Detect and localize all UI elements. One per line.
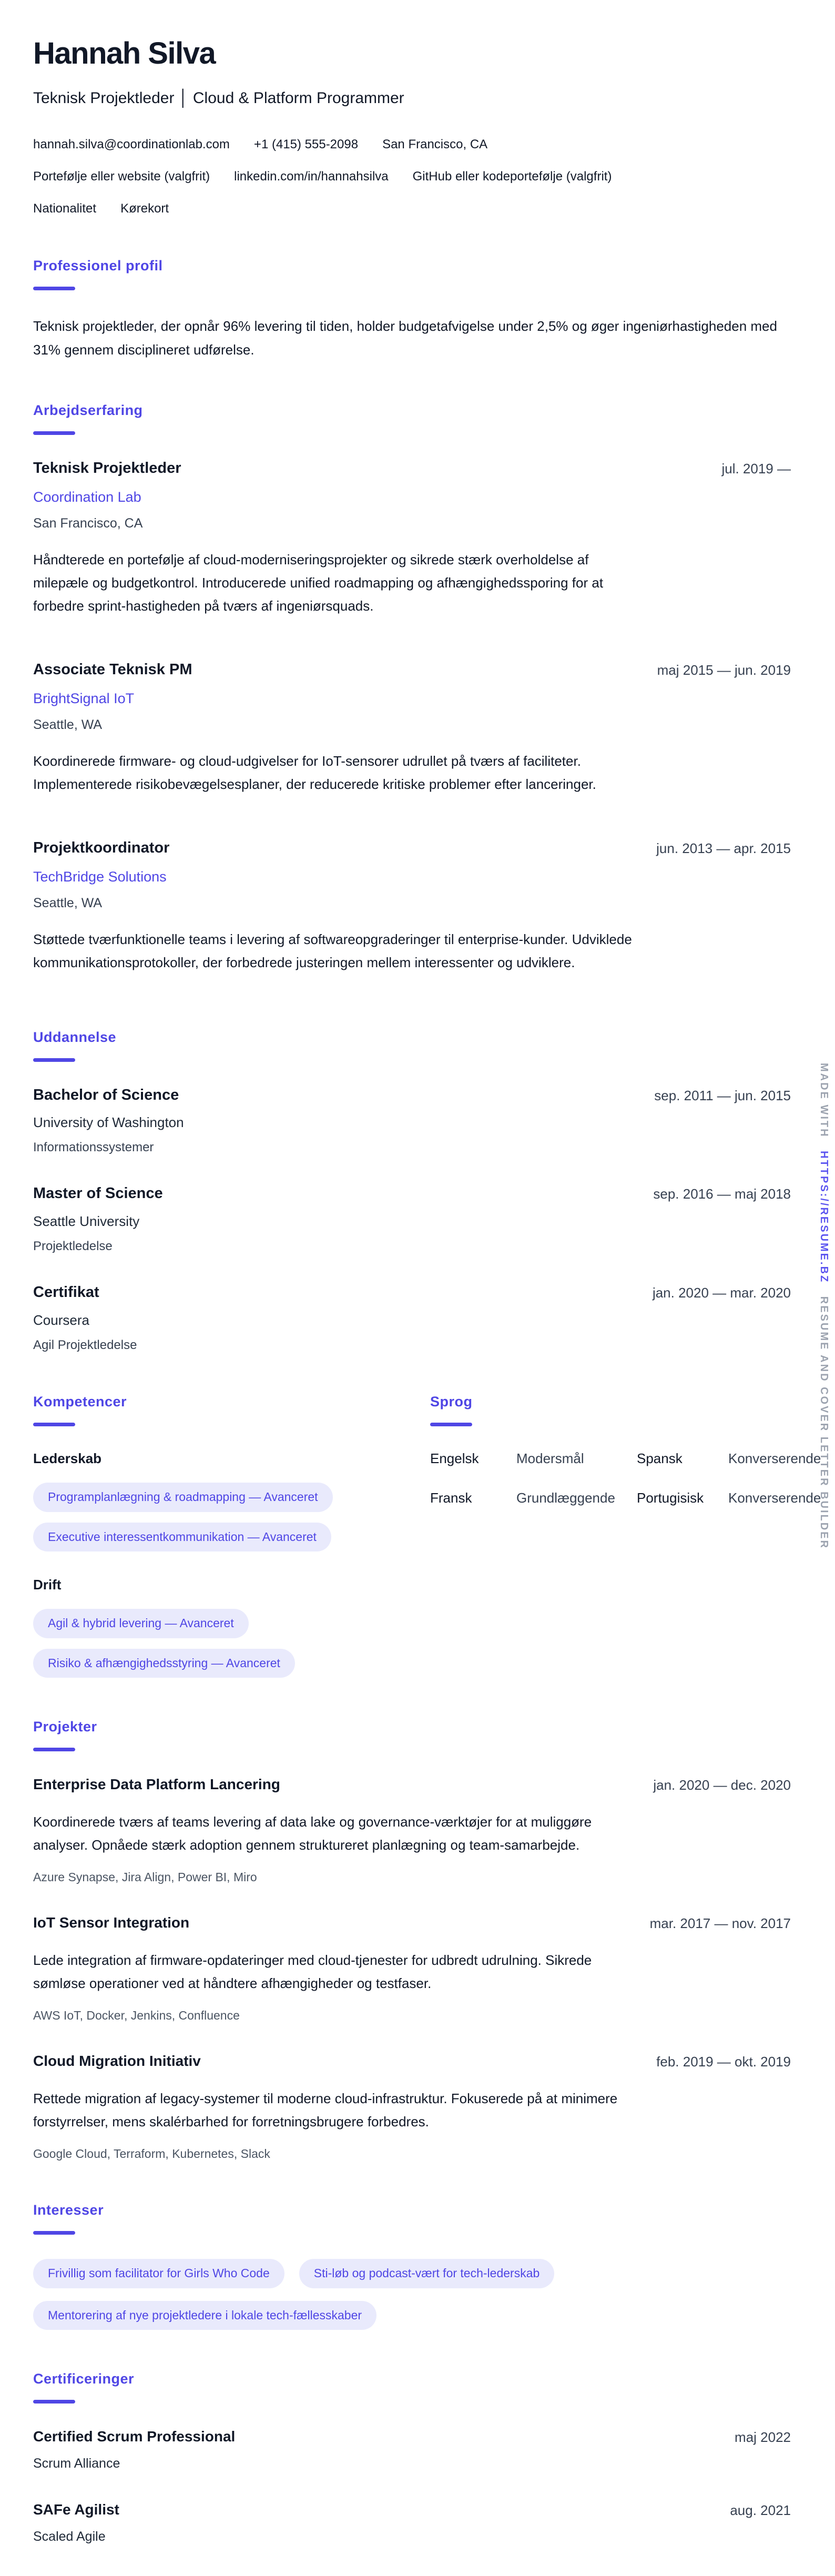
section-underline	[33, 431, 75, 435]
certification-issuer: Scrum Alliance	[33, 2456, 120, 2471]
section-experience	[33, 402, 791, 988]
contact-location: San Francisco, CA	[382, 137, 488, 151]
section-underline	[33, 287, 75, 290]
degree-title: Bachelor of Science	[33, 1086, 179, 1103]
section-skills	[33, 1394, 430, 1678]
school-name: University of Washington	[33, 1114, 184, 1131]
watermark-link[interactable]: HTTPS://RESUME.BZ	[818, 1151, 830, 1284]
language-grid	[430, 1451, 821, 1506]
job-entry	[33, 661, 791, 809]
project-description: Lede integration af firmware-opdateringer med cloud-tjenester for udbredt udrulning. Sikrede sømløse operationer ved at håndtere afhængigheder og testfaser.	[33, 1952, 592, 1992]
job-dates: jul. 2019 —	[721, 460, 791, 476]
certification-entry	[33, 2501, 791, 2544]
section-underline	[33, 2231, 75, 2235]
field-of-study: Informationssystemer	[33, 1140, 154, 1155]
watermark-tagline: RESUME AND COVER LETTER BUILDER	[818, 1296, 830, 1549]
skills-languages-row	[33, 1393, 821, 1678]
education-dates: sep. 2016 — maj 2018	[653, 1186, 791, 1202]
skill-group-title: Lederskab	[33, 1450, 102, 1466]
education-heading: Uddannelse	[33, 1029, 117, 1045]
project-entry	[33, 1914, 791, 2023]
interest-pill: Mentorering af nye projektledere i lokale tech-fællesskaber	[33, 2301, 376, 2330]
project-description: Rettede migration af legacy-systemer til moderne cloud-infrastruktur. Fokuserede på at minimere forstyrrelser, mens skalérbarhed for forretningsbrugere forbedres.	[33, 2090, 618, 2130]
job-dates: jun. 2013 — apr. 2015	[656, 840, 791, 857]
project-title: Cloud Migration Initiativ	[33, 2053, 201, 2070]
project-dates: jan. 2020 — dec. 2020	[653, 1777, 791, 1793]
section-education	[33, 1029, 791, 1353]
section-underline	[33, 1058, 75, 1062]
section-interests	[33, 2202, 791, 2330]
certification-date: maj 2022	[735, 2429, 791, 2446]
language-level: Konverserende	[728, 1489, 821, 1506]
certification-entry	[33, 2428, 791, 2471]
degree-title: Certifikat	[33, 1284, 99, 1301]
language-name: Engelsk	[430, 1450, 479, 1466]
project-dates: feb. 2019 — okt. 2019	[656, 2054, 791, 2070]
contact-email: hannah.silva@coordinationlab.com	[33, 137, 230, 151]
contact-phone: +1 (415) 555-2098	[253, 137, 359, 151]
language-level: Konverserende	[728, 1450, 821, 1466]
education-entry	[33, 1283, 791, 1353]
skill-pill: Agil & hybrid levering — Avanceret	[33, 1609, 249, 1638]
candidate-name: Hannah Silva	[33, 36, 216, 70]
profile-heading: Professionel profil	[33, 258, 163, 274]
certification-issuer: Scaled Agile	[33, 2529, 106, 2544]
job-location: San Francisco, CA	[33, 515, 143, 531]
skill-pill: Programplanlægning & roadmapping — Avanceret	[33, 1483, 333, 1512]
certifications-heading: Certificeringer	[33, 2371, 135, 2387]
education-dates: jan. 2020 — mar. 2020	[652, 1285, 791, 1301]
project-tools: Azure Synapse, Jira Align, Power BI, Miro	[33, 1870, 257, 1884]
certification-name: SAFe Agilist	[33, 2501, 119, 2518]
school-name: Seattle University	[33, 1213, 140, 1230]
education-entry	[33, 1184, 791, 1254]
section-projects	[33, 1719, 791, 2161]
skill-pill: Risiko & afhængighedsstyring — Avanceret	[33, 1649, 295, 1678]
contact-driving-license-placeholder: Kørekort	[120, 201, 169, 216]
contact-linkedin: linkedin.com/in/hannahsilva	[234, 169, 389, 184]
languages-heading: Sprog	[430, 1393, 473, 1409]
field-of-study: Projektledelse	[33, 1239, 113, 1254]
section-underline	[33, 2400, 75, 2403]
skill-group-title: Drift	[33, 1577, 62, 1593]
project-title: Enterprise Data Platform Lancering	[33, 1776, 280, 1793]
project-title: IoT Sensor Integration	[33, 1914, 190, 1931]
project-tools: AWS IoT, Docker, Jenkins, Confluence	[33, 2009, 240, 2023]
job-title: Projektkoordinator	[33, 839, 170, 857]
interest-pill: Frivillig som facilitator for Girls Who Code	[33, 2259, 284, 2288]
job-title: Teknisk Projektleder	[33, 459, 181, 476]
education-entry	[33, 1086, 791, 1155]
education-dates: sep. 2011 — jun. 2015	[654, 1087, 791, 1103]
resume-header	[33, 38, 791, 217]
interest-pill: Sti-løb og podcast-vært for tech-lederskab	[299, 2259, 555, 2288]
company-link[interactable]: BrightSignal IoT	[33, 690, 135, 706]
job-location: Seattle, WA	[33, 896, 103, 911]
contact-row-1	[33, 136, 791, 153]
section-certifications	[33, 2371, 791, 2544]
language-level: Grundlæggende	[516, 1489, 615, 1506]
language-level: Modersmål	[516, 1450, 584, 1466]
contact-website-placeholder: Portefølje eller website (valgfrit)	[33, 169, 210, 184]
section-underline	[33, 1423, 75, 1426]
language-name: Fransk	[430, 1489, 472, 1506]
language-name: Portugisisk	[637, 1489, 704, 1506]
watermark	[818, 1060, 830, 1553]
field-of-study: Agil Projektledelse	[33, 1337, 137, 1352]
company-link[interactable]: Coordination Lab	[33, 489, 141, 505]
section-underline	[33, 1748, 75, 1751]
section-languages	[430, 1394, 821, 1678]
job-title: Associate Teknisk PM	[33, 661, 192, 678]
skills-heading: Kompetencer	[33, 1393, 127, 1409]
job-description: Håndterede en portefølje af cloud-moderniseringsprojekter og sikrede stærk overholdelse af milepæle og budgetkontrol. Introducerede unified roadmapping og afhængighedssporing for at forbedre sprint-hastigheden på tværs af ingeniørsquads.	[33, 551, 604, 614]
contact-row-2	[33, 168, 791, 185]
watermark-made-with: MADE WITH	[818, 1063, 830, 1138]
language-name: Spansk	[637, 1450, 683, 1466]
project-tools: Google Cloud, Terraform, Kubernetes, Slack	[33, 2147, 270, 2161]
project-entry	[33, 1776, 791, 1884]
contact-nationality-placeholder: Nationalitet	[33, 201, 97, 216]
project-dates: mar. 2017 — nov. 2017	[649, 1915, 791, 1932]
degree-title: Master of Science	[33, 1185, 163, 1202]
job-entry	[33, 459, 791, 631]
contact-github-placeholder: GitHub eller kodeportefølje (valgfrit)	[412, 169, 612, 184]
interest-pills	[33, 2259, 791, 2330]
project-description: Koordinerede tværs af teams levering af data lake og governance-værktøjer for at muliggøre analyser. Opnåede stærk adoption gennem struktureret planlægning og team-samarbejde.	[33, 1813, 592, 1853]
interests-heading: Interesser	[33, 2202, 104, 2218]
certification-name: Certified Scrum Professional	[33, 2428, 236, 2445]
skill-pill: Executive interessentkommunikation — Avanceret	[33, 1523, 331, 1552]
contact-row-3	[33, 200, 791, 217]
projects-heading: Projekter	[33, 1719, 97, 1735]
project-entry	[33, 2052, 791, 2161]
certification-date: aug. 2021	[730, 2502, 791, 2518]
candidate-headline: Teknisk Projektleder │ Cloud & Platform Programmer	[33, 89, 404, 107]
experience-heading: Arbejdserfaring	[33, 402, 143, 418]
school-name: Coursera	[33, 1312, 89, 1328]
section-underline	[430, 1423, 472, 1426]
job-description: Støttede tværfunktionelle teams i levering af softwareopgraderinger til enterprise-kunder. Udviklede kommunikationsprotokoller, der forbedrede justeringen mellem interessenter og udviklere.	[33, 931, 632, 971]
job-entry	[33, 839, 791, 988]
job-dates: maj 2015 — jun. 2019	[657, 662, 791, 678]
job-description: Koordinerede firmware- og cloud-udgivelser for IoT-sensorer udrullet på tværs af faciliteter. Implementerede risikobevægelsesplaner, der reducerede kritiske problemer efter lanceringer.	[33, 753, 596, 793]
company-link[interactable]: TechBridge Solutions	[33, 869, 167, 885]
profile-summary: Teknisk projektleder, der opnår 96% levering til tiden, holder budgetafvigelse under 2,5% og øger ingeniørhastigheden med 31% gennem disciplineret udførelse.	[33, 318, 777, 358]
job-location: Seattle, WA	[33, 717, 103, 732]
section-profile	[33, 258, 791, 361]
